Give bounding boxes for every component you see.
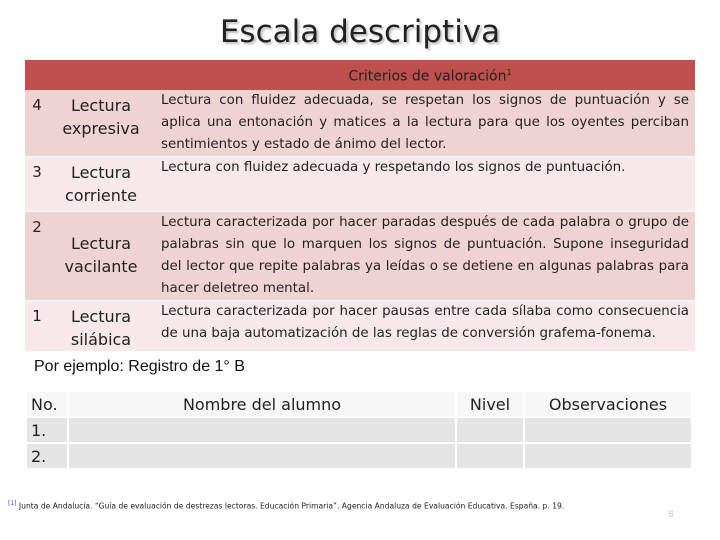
footnote-text: Junta de Andalucía. “Guía de evaluación de destrezas lectoras. Educación Primaria”. Agencia Andaluza de Evaluación Educativa. España. p. 19. [18, 501, 565, 511]
header-level: Nivel [457, 392, 523, 416]
criteria-table [25, 60, 695, 351]
criteria-header [25, 60, 695, 90]
student-name-cell[interactable] [69, 444, 455, 468]
level-number: 4 [25, 90, 49, 156]
observations-cell[interactable] [525, 444, 691, 468]
page-number: 8 [668, 510, 674, 520]
footnote-link[interactable]: [1] [8, 500, 17, 507]
criteria-row-1 [25, 301, 695, 351]
page-title: Escala descriptiva [219, 14, 501, 50]
level-description: Lectura con fluidez adecuada y respetando los signos de puntuación. [153, 157, 695, 211]
level-description: Lectura caracterizada por hacer paradas después de cada palabra o grupo de palabras sin que lo marquen los signos de puntuación. Supone inseguridad del lector que repite palabras ya leídas o se detiene en algunas palabras para hacer deletreo mental. [153, 212, 695, 300]
observations-cell[interactable] [525, 418, 691, 442]
level-number: 1 [25, 301, 49, 351]
level-number: 3 [25, 157, 49, 211]
register-header-row [27, 392, 691, 416]
table-row [27, 418, 691, 442]
criteria-row-4 [25, 90, 695, 156]
criteria-row-2 [25, 212, 695, 300]
level-name: Lectura vacilante [49, 212, 153, 300]
level-description: Lectura caracterizada por hacer pausas entre cada sílaba como consecuencia de una baja automatización de las reglas de conversión grafema-fonema. [153, 301, 695, 351]
level-name: Lectura corriente [49, 157, 153, 211]
row-number: 2. [27, 444, 67, 468]
criteria-header-row [25, 60, 695, 90]
table-row [27, 444, 691, 468]
header-student-name: Nombre del alumno [69, 392, 455, 416]
level-number: 2 [25, 212, 49, 300]
footnote [8, 500, 564, 511]
criteria-row-3 [25, 157, 695, 211]
criteria-header-label: Criterios de valoración [348, 68, 507, 85]
criteria-header-footnote-ref: 1 [506, 68, 512, 77]
header-no: No. [27, 392, 67, 416]
level-description: Lectura con fluidez adecuada, se respetan los signos de puntuación y se aplica una entonación y matices a la lectura para que los oyentes perciban sentimientos y estado de ánimo del lector. [153, 90, 695, 156]
level-name: Lectura silábica [49, 301, 153, 351]
level-cell[interactable] [457, 444, 523, 468]
register-table [25, 390, 693, 470]
student-name-cell[interactable] [69, 418, 455, 442]
example-label: Por ejemplo: Registro de 1° B [34, 358, 245, 375]
header-observations: Observaciones [525, 392, 691, 416]
level-name: Lectura expresiva [49, 90, 153, 156]
level-cell[interactable] [457, 418, 523, 442]
row-number: 1. [27, 418, 67, 442]
